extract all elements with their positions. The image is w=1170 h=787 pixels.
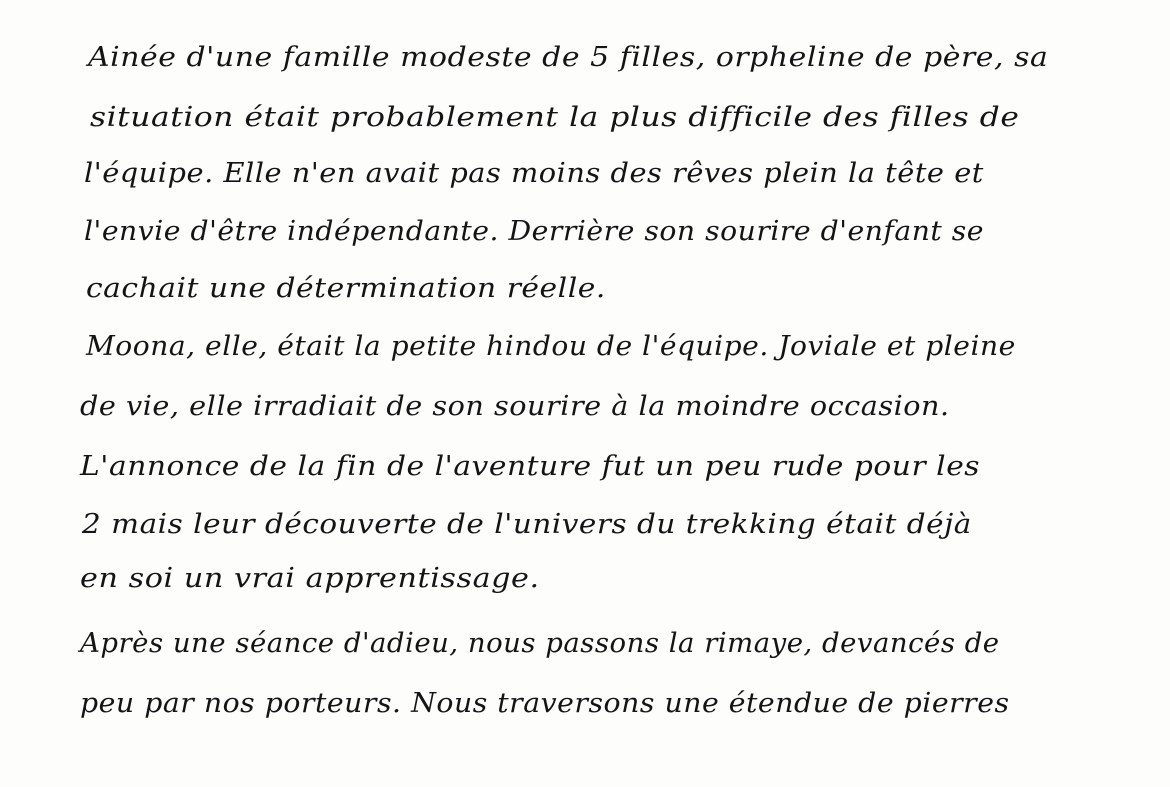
text-line: l'équipe. Elle n'en avait pas moins des rêves plein la tête et <box>84 158 984 189</box>
text-line: de vie, elle irradiait de son sourire à la moindre occasion. <box>80 391 950 422</box>
text-line: cachait une détermination réelle. <box>86 273 606 304</box>
text-line: peu par nos porteurs. Nous traversons une étendue de pierres <box>80 688 1010 719</box>
text-line: Ainée d'une famille modeste de 5 filles, orpheline de père, sa <box>88 42 1049 73</box>
text-line: L'annonce de la fin de l'aventure fut un peu rude pour les <box>80 451 981 482</box>
text-line: l'envie d'être indépendante. Derrière son sourire d'enfant se <box>84 216 985 247</box>
text-line: en soi un vrai apprentissage. <box>80 563 540 594</box>
text-line: 2 mais leur découverte de l'univers du trekking était déjà <box>82 509 972 540</box>
text-line: Après une séance d'adieu, nous passons la rimaye, devancés de <box>80 628 1000 659</box>
text-line: Moona, elle, était la petite hindou de l'équipe. Joviale et pleine <box>86 331 1016 362</box>
text-line: situation était probablement la plus difficile des filles de <box>90 102 1020 133</box>
